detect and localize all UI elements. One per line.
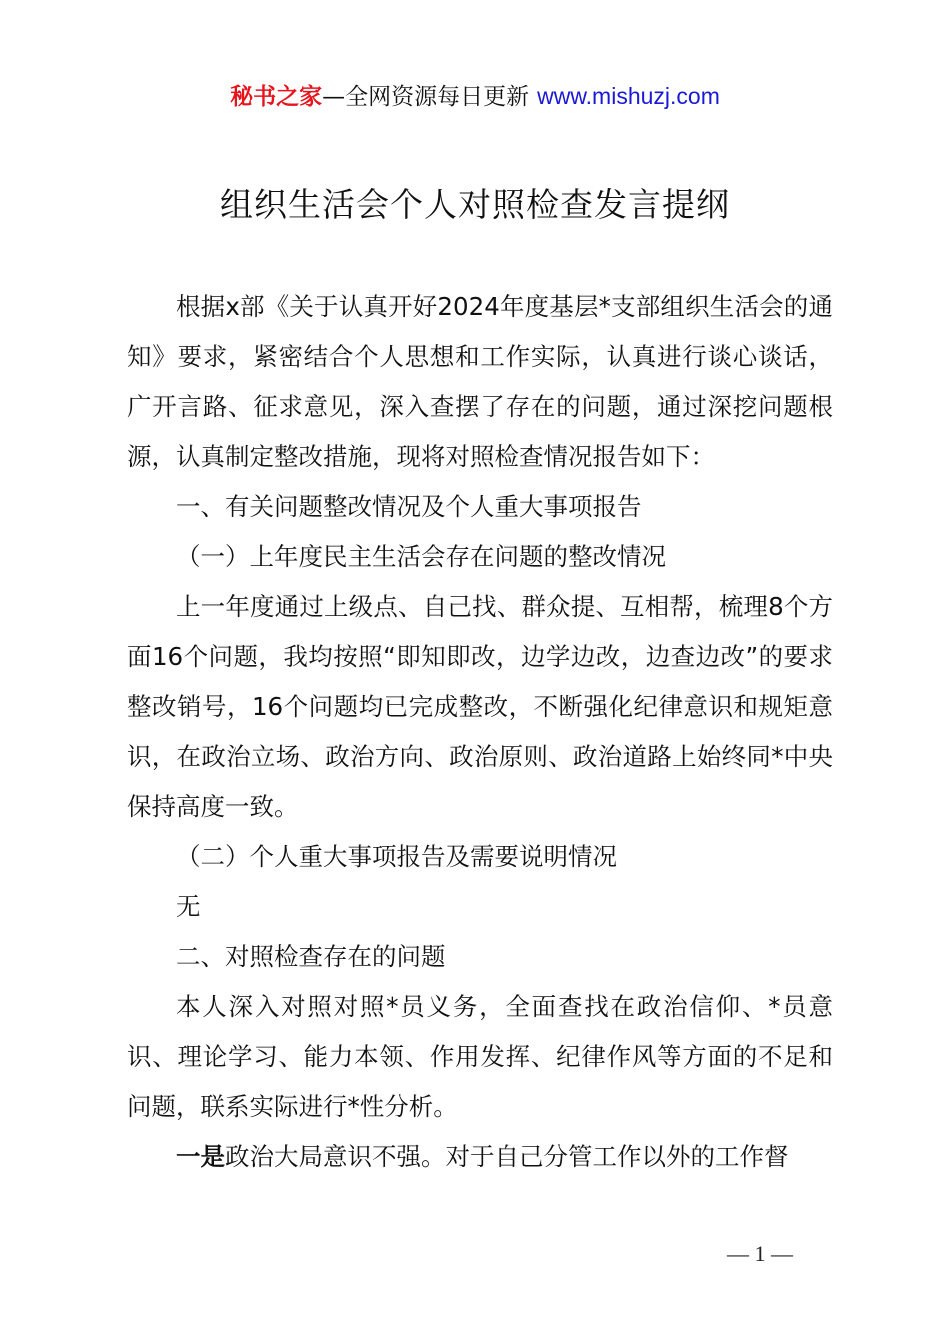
site-header bbox=[0, 80, 950, 113]
point-one-text: 政治大局意识不强。对于自己分管工作以外的工作督 bbox=[225, 1142, 789, 1171]
document-body bbox=[127, 282, 833, 1182]
paragraph-none: 无 bbox=[176, 892, 201, 921]
section-heading-1: 一、有关问题整改情况及个人重大事项报告 bbox=[176, 492, 642, 521]
document-title: 组织生活会个人对照检查发言提纲 bbox=[220, 185, 730, 224]
point-one-lead: 一是 bbox=[176, 1142, 225, 1171]
site-url-link[interactable]: www.mishuzj.com bbox=[537, 83, 720, 109]
paragraph-intro: 根据x部《关于认真开好2024年度基层*支部组织生活会的通知》要求，紧密结合个人思想和工作实际，认真进行谈心谈话，广开言路、征求意见，深入查摆了存在的问题，通过深挖问题根源，认真制定整改措施，现将对照检查情况报告如下： bbox=[127, 292, 833, 471]
subsection-heading-2: （二）个人重大事项报告及需要说明情况 bbox=[176, 842, 617, 871]
paragraph-self-review: 本人深入对照对照*员义务，全面查找在政治信仰、*员意识、理论学习、能力本领、作用发挥、纪律作风等方面的不足和问题，联系实际进行*性分析。 bbox=[127, 992, 833, 1121]
section-heading-2: 二、对照检查存在的问题 bbox=[176, 942, 446, 971]
paragraph-point-one bbox=[127, 1132, 833, 1182]
paragraph-rectification: 上一年度通过上级点、自己找、群众提、互相帮，梳理8个方面16个问题，我均按照“即知即改，边学边改，边查边改”的要求整改销号，16个问题均已完成整改，不断强化纪律意识和规矩意识，在政治立场、政治方向、政治原则、政治道路上始终同*中央保持高度一致。 bbox=[127, 592, 833, 821]
subsection-heading-1: （一）上年度民主生活会存在问题的整改情况 bbox=[176, 542, 666, 571]
page-number: — 1 — bbox=[727, 1241, 793, 1266]
site-tagline: —全网资源每日更新 bbox=[322, 84, 530, 110]
site-brand: 秘书之家 bbox=[230, 84, 323, 110]
